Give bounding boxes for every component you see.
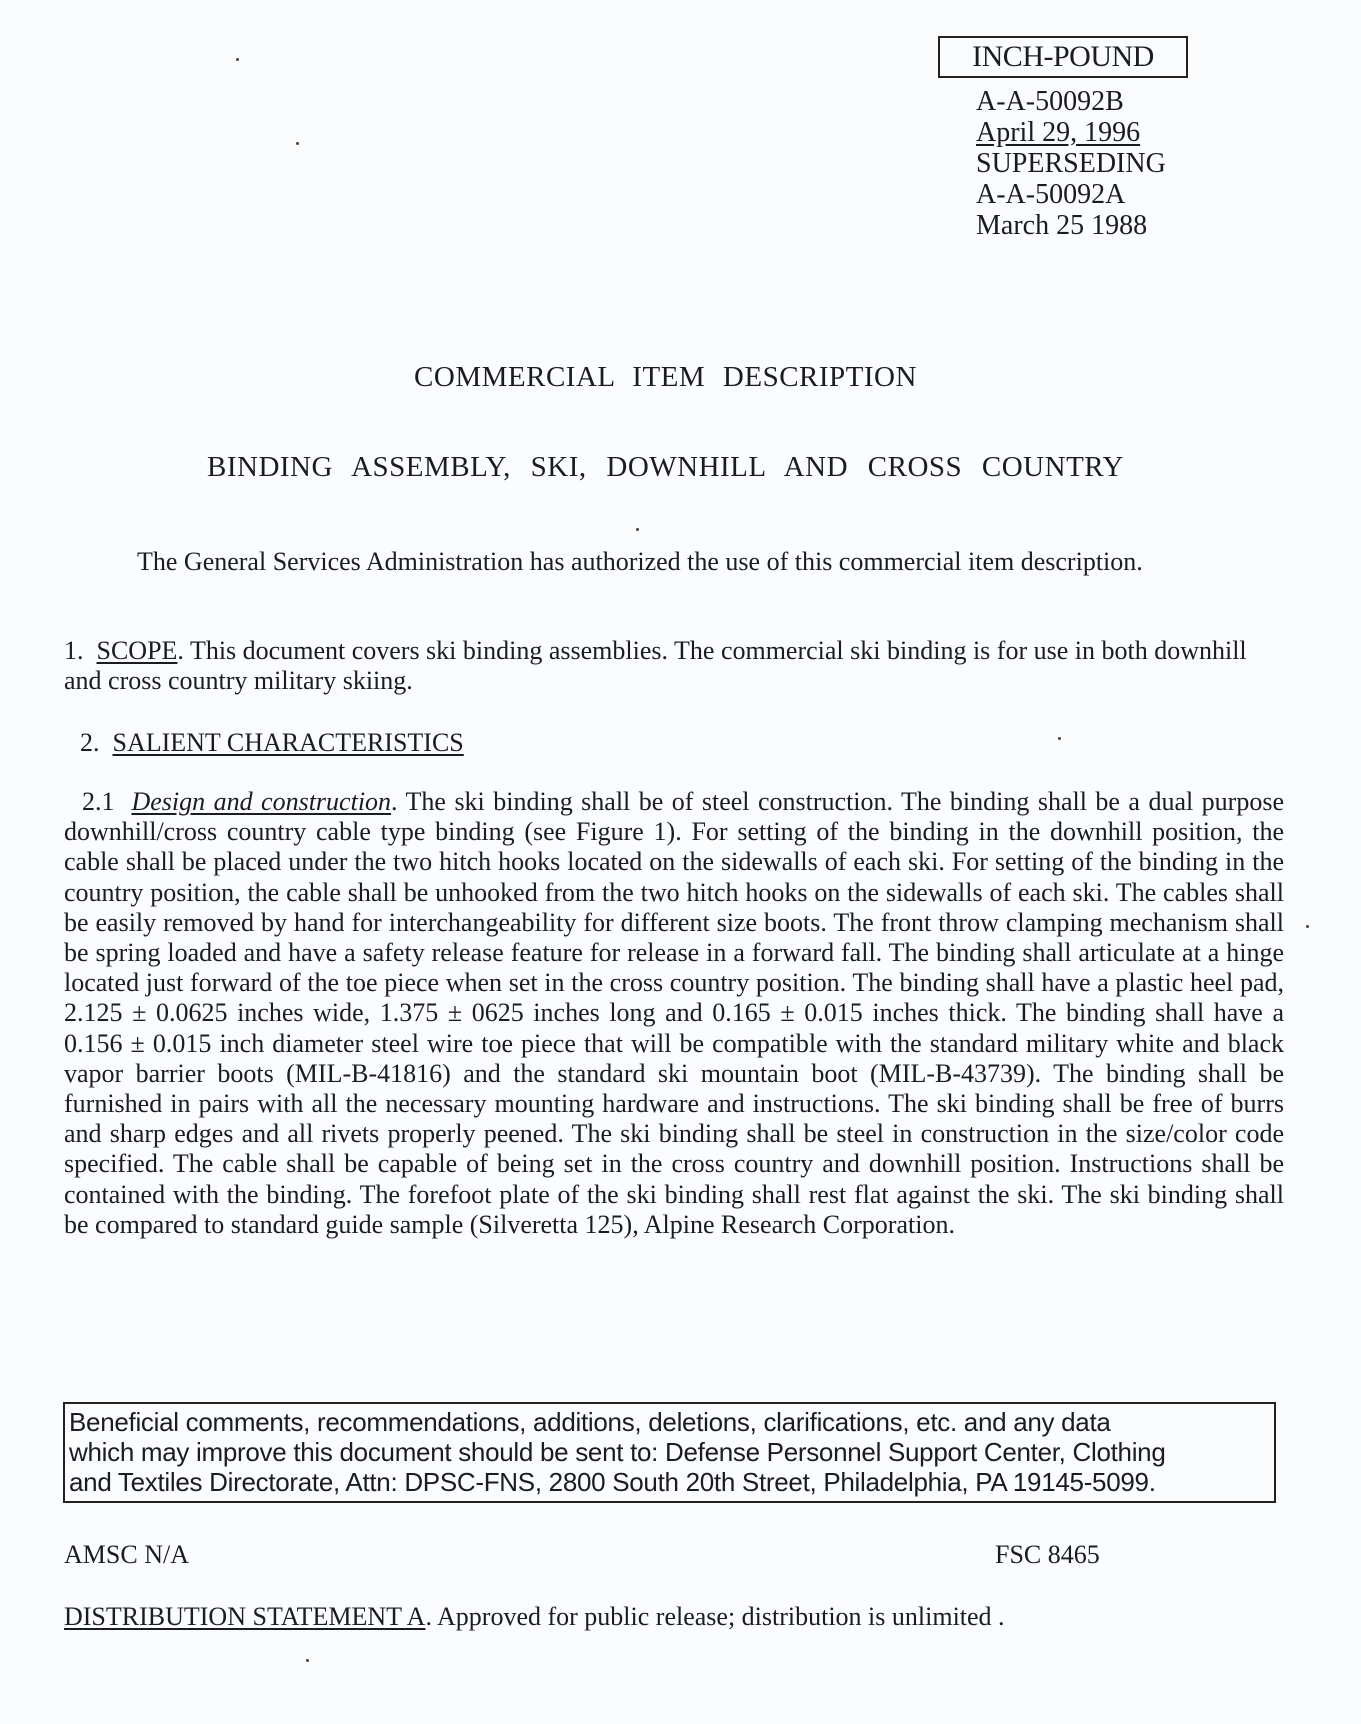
design-text: . The ski binding shall be of steel construction. The binding shall be a dual purpose downhill/cross country cable type binding (see Figure 1). For setting of the binding in the downhill position, the cable shall be placed under the two hitch hooks located on the sidewalls of each ski. For setting of the binding in the country position, the cable shall be unhooked from the two hitch hooks on the sidewalls of each ski. The cables shall be easily removed by hand for interchangeability for different size boots. The front throw clamping mechanism shall be spring loaded and have a safety release feature for release in a forward fall. The binding shall articulate at a hinge located just forward of the toe piece when set in the cross country position. The binding shall have a plastic heel pad, 2.125 ± 0.0625 inches wide, 1.375 ± 0625 inches long and 0.165 ± 0.015 inches thick. The binding shall have a 0.156 ± 0.015 inch diameter steel wire toe piece that will be compatible with the standard military white and black vapor barrier boots (MIL-B-41816) and the standard ski mountain boot (MIL-B-43739). The binding shall be furnished in pairs with all the necessary mounting hardware and instructions. The ski binding shall be free of burrs and sharp edges and all rivets properly peened. The ski binding shall be steel in construction in the size/color code specified. The cable shall be capable of being set in the cross country and downhill position. Instructions shall be contained with the binding. The forefoot plate of the ski binding shall rest flat against the ski. The ski binding shall be compared to standard guide sample (Silveretta 125), Alpine Research Corporation. — [64, 787, 1284, 1239]
comments-line-3: and Textiles Directorate, Attn: DPSC-FNS, 2800 South 20th Street, Philadelphia, PA 19145-5099. — [69, 1467, 1156, 1497]
design-paragraph — [64, 787, 1284, 1240]
scan-speck — [236, 58, 239, 61]
scope-paragraph — [64, 636, 1284, 696]
superseded-date: March 25 1988 — [976, 210, 1148, 241]
item-title: BINDING ASSEMBLY, SKI, DOWNHILL AND CROSS COUNTRY — [207, 451, 1124, 483]
salient-heading — [80, 728, 1300, 758]
salient-heading-text: SALIENT CHARACTERISTICS — [112, 728, 464, 757]
distribution-label: DISTRIBUTION STATEMENT A — [64, 1602, 426, 1631]
inch-pound-box: INCH-POUND — [938, 36, 1188, 78]
salient-number: 2. — [80, 728, 100, 757]
intro-paragraph: The General Services Administration has authorized the use of this commercial item description. — [137, 547, 1143, 576]
distribution-text: . Approved for public release; distribution is unlimited . — [425, 1602, 1005, 1631]
fsc-code: FSC 8465 — [995, 1540, 1100, 1569]
comments-line-2: which may improve this document should be sent to: Defense Personnel Support Center, Clothing — [69, 1437, 1166, 1467]
scope-text: . This document covers ski binding assemblies. The commercial ski binding is for use in both downhill and cross country military skiing. — [64, 636, 1247, 695]
scope-heading: SCOPE — [96, 636, 178, 665]
document-type-title: COMMERCIAL ITEM DESCRIPTION — [414, 361, 917, 393]
document-number: A-A-50092B — [976, 86, 1124, 117]
document-date: April 29, 1996 — [976, 117, 1141, 148]
superseded-number: A-A-50092A — [976, 179, 1126, 210]
scan-speck — [296, 142, 299, 145]
comments-box — [63, 1402, 1276, 1503]
superseding-label: SUPERSEDING — [976, 148, 1166, 179]
scan-speck — [306, 1659, 309, 1662]
scope-number: 1. — [64, 636, 84, 665]
scan-speck — [1058, 737, 1061, 740]
scan-speck — [1306, 925, 1309, 928]
amsc-code: AMSC N/A — [64, 1540, 189, 1569]
comments-line-1: Beneficial comments, recommendations, additions, deletions, clarifications, etc. and any data — [69, 1407, 1111, 1437]
design-heading: Design and construction — [131, 787, 392, 816]
scan-speck — [636, 528, 639, 531]
document-metadata — [976, 86, 1166, 241]
distribution-statement — [64, 1602, 1005, 1632]
design-number: 2.1 — [82, 787, 115, 816]
